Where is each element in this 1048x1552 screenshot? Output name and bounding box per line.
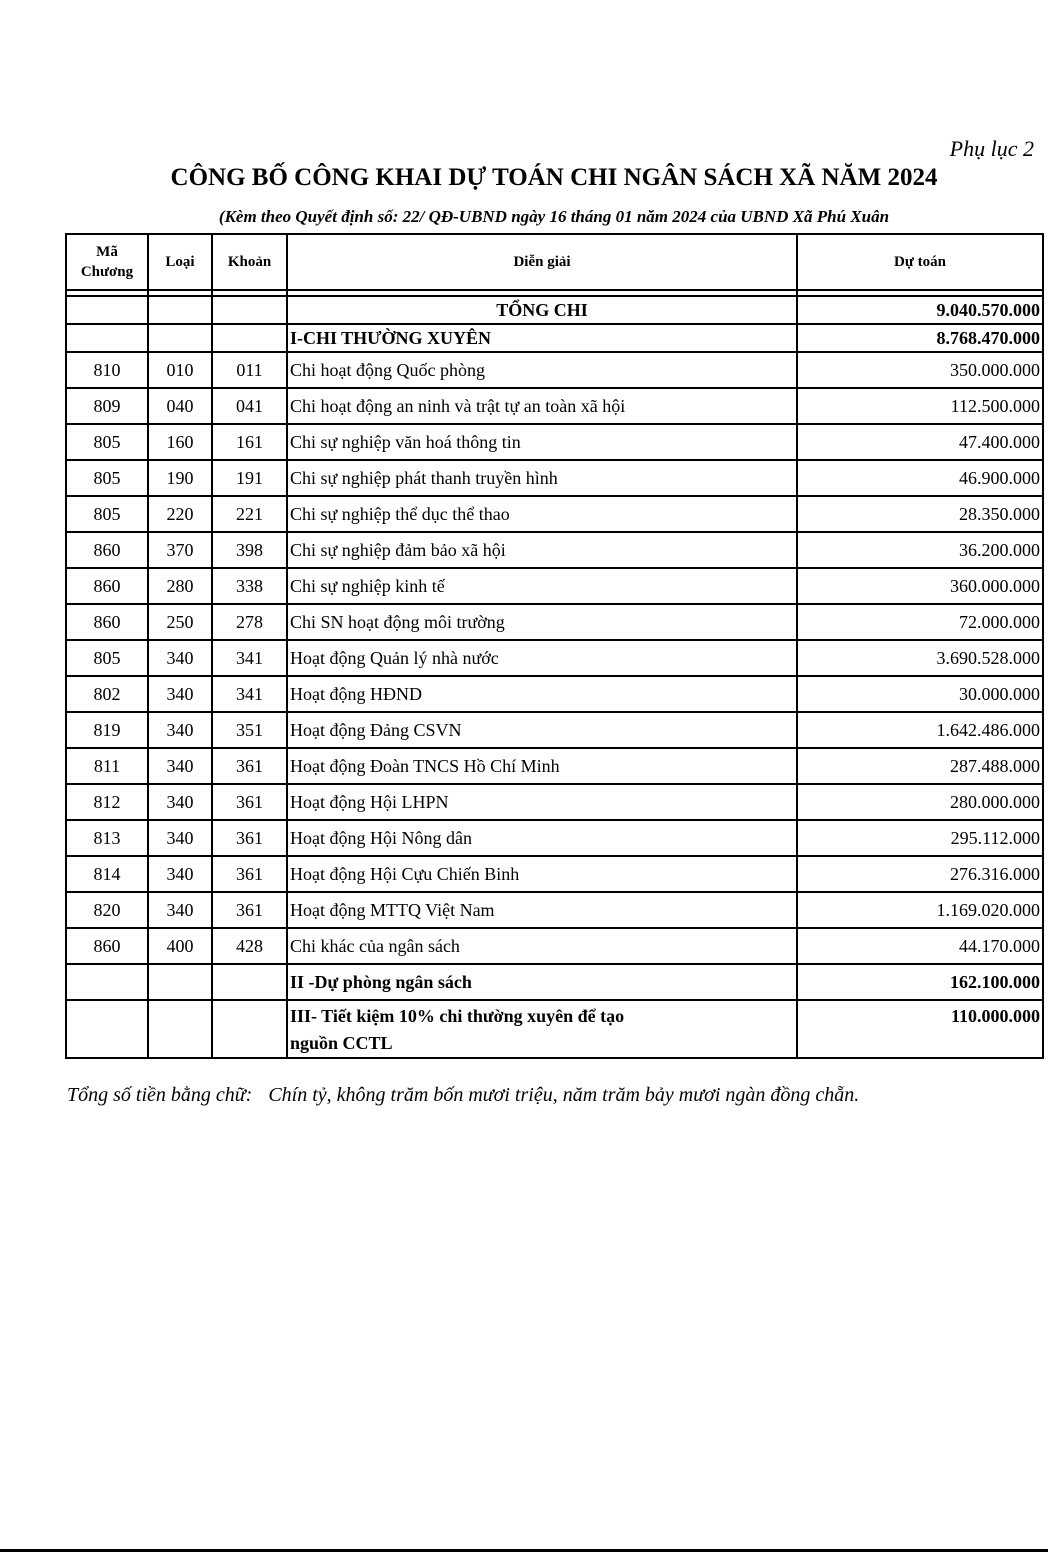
cell-khoan: 428 (212, 928, 287, 964)
cell-chuong: 802 (66, 676, 148, 712)
cell-chuong: 860 (66, 928, 148, 964)
cell-loai: 340 (148, 676, 212, 712)
table-row (66, 352, 1043, 388)
appendix-label: Phụ lục 2 (949, 136, 1034, 161)
cell-du-toan: 112.500.000 (797, 388, 1043, 424)
cell-loai: 010 (148, 352, 212, 388)
cell-loai: 190 (148, 460, 212, 496)
cell-chuong: 819 (66, 712, 148, 748)
cell-khoan: 398 (212, 532, 287, 568)
cell-loai: 220 (148, 496, 212, 532)
cell-chuong: 813 (66, 820, 148, 856)
cell-dien-giai: Hoạt động Đảng CSVN (287, 712, 797, 748)
cell-du-toan: 280.000.000 (797, 784, 1043, 820)
table-row (66, 496, 1043, 532)
section2-row (66, 964, 1043, 1000)
cell-khoan: 361 (212, 784, 287, 820)
cell-khoan: 191 (212, 460, 287, 496)
table-row (66, 712, 1043, 748)
cell-dien-giai: Hoạt động Hội Cựu Chiến Binh (287, 856, 797, 892)
budget-table (65, 233, 1044, 1059)
cell-khoan: 161 (212, 424, 287, 460)
section3-label: III- Tiết kiệm 10% chi thường xuyên để tạo nguồn CCTL (287, 1000, 797, 1058)
cell-du-toan: 1.642.486.000 (797, 712, 1043, 748)
cell-khoan: 361 (212, 892, 287, 928)
cell-du-toan: 36.200.000 (797, 532, 1043, 568)
table-row (66, 424, 1043, 460)
total-row (66, 296, 1043, 324)
cell-du-toan: 295.112.000 (797, 820, 1043, 856)
cell-dien-giai: Chi sự nghiệp kinh tế (287, 568, 797, 604)
section1-label: I-CHI THƯỜNG XUYÊN (287, 324, 797, 352)
cell-khoan: 338 (212, 568, 287, 604)
cell-dien-giai: Hoạt động MTTQ Việt Nam (287, 892, 797, 928)
cell-loai: 280 (148, 568, 212, 604)
total-amount: 9.040.570.000 (797, 296, 1043, 324)
cell-khoan: 041 (212, 388, 287, 424)
cell-dien-giai: Chi hoạt động Quốc phòng (287, 352, 797, 388)
cell-loai: 250 (148, 604, 212, 640)
cell-chuong: 805 (66, 424, 148, 460)
cell-dien-giai: Chi SN hoạt động môi trường (287, 604, 797, 640)
cell-khoan: 278 (212, 604, 287, 640)
cell-chuong: 820 (66, 892, 148, 928)
cell-chuong: 860 (66, 568, 148, 604)
table-row (66, 460, 1043, 496)
cell-khoan: 341 (212, 676, 287, 712)
footer-label: Tổng số tiền bằng chữ: (67, 1084, 253, 1106)
cell-dien-giai: Hoạt động Hội Nông dân (287, 820, 797, 856)
cell-loai: 340 (148, 784, 212, 820)
page-subtitle: (Kèm theo Quyết định số: 22/ QĐ-UBND ngày 16 tháng 01 năm 2024 của UBND Xã Phú Xuân (218, 207, 890, 226)
table-row (66, 928, 1043, 964)
header-loai: Loại (148, 234, 212, 290)
cell-dien-giai: Chi khác của ngân sách (287, 928, 797, 964)
section2-label: II -Dự phòng ngân sách (287, 964, 797, 1000)
section1-amount: 8.768.470.000 (797, 324, 1043, 352)
cell-du-toan: 276.316.000 (797, 856, 1043, 892)
footer-amount-in-words (67, 1084, 859, 1107)
cell-du-toan: 72.000.000 (797, 604, 1043, 640)
cell-loai: 340 (148, 640, 212, 676)
header-chuong: Mã Chương (66, 234, 148, 290)
cell-dien-giai: Hoạt động Đoàn TNCS Hồ Chí Minh (287, 748, 797, 784)
cell-khoan: 351 (212, 712, 287, 748)
header-dien-giai: Diễn giải (287, 234, 797, 290)
cell-chuong: 814 (66, 856, 148, 892)
header-du-toan: Dự toán (797, 234, 1043, 290)
footer-text: Chín tỷ, không trăm bốn mươi triệu, năm trăm bảy mươi ngàn đồng chẵn. (268, 1084, 860, 1106)
table-row (66, 568, 1043, 604)
cell-khoan: 361 (212, 820, 287, 856)
cell-chuong: 860 (66, 604, 148, 640)
table-row (66, 640, 1043, 676)
cell-dien-giai: Hoạt động Quản lý nhà nước (287, 640, 797, 676)
cell-dien-giai: Chi sự nghiệp đảm bảo xã hội (287, 532, 797, 568)
table-row (66, 748, 1043, 784)
table-row (66, 676, 1043, 712)
cell-chuong: 810 (66, 352, 148, 388)
table-row (66, 532, 1043, 568)
cell-dien-giai: Chi sự nghiệp thể dục thể thao (287, 496, 797, 532)
page-title: CÔNG BỐ CÔNG KHAI DỰ TOÁN CHI NGÂN SÁCH XÃ NĂM 2024 (170, 164, 938, 191)
table-row (66, 856, 1043, 892)
cell-du-toan: 1.169.020.000 (797, 892, 1043, 928)
cell-chuong: 809 (66, 388, 148, 424)
table-row (66, 604, 1043, 640)
cell-khoan: 011 (212, 352, 287, 388)
cell-du-toan: 350.000.000 (797, 352, 1043, 388)
table-header-row (66, 234, 1043, 290)
cell-dien-giai: Hoạt động HĐND (287, 676, 797, 712)
cell-dien-giai: Chi sự nghiệp phát thanh truyền hình (287, 460, 797, 496)
section1-row (66, 324, 1043, 352)
section3-amount: 110.000.000 (797, 1000, 1043, 1058)
cell-du-toan: 3.690.528.000 (797, 640, 1043, 676)
cell-du-toan: 287.488.000 (797, 748, 1043, 784)
cell-du-toan: 46.900.000 (797, 460, 1043, 496)
cell-khoan: 221 (212, 496, 287, 532)
cell-loai: 370 (148, 532, 212, 568)
section3-row (66, 1000, 1043, 1058)
total-label: TỔNG CHI (287, 296, 797, 324)
cell-loai: 340 (148, 712, 212, 748)
cell-loai: 340 (148, 748, 212, 784)
table-row (66, 388, 1043, 424)
cell-chuong: 812 (66, 784, 148, 820)
table-row (66, 820, 1043, 856)
cell-chuong: 805 (66, 640, 148, 676)
cell-khoan: 361 (212, 748, 287, 784)
cell-du-toan: 44.170.000 (797, 928, 1043, 964)
cell-dien-giai: Hoạt động Hội LHPN (287, 784, 797, 820)
cell-dien-giai: Chi hoạt động an ninh và trật tự an toàn xã hội (287, 388, 797, 424)
cell-loai: 400 (148, 928, 212, 964)
cell-loai: 340 (148, 820, 212, 856)
cell-loai: 340 (148, 892, 212, 928)
cell-loai: 340 (148, 856, 212, 892)
header-khoan: Khoản (212, 234, 287, 290)
cell-du-toan: 360.000.000 (797, 568, 1043, 604)
cell-chuong: 860 (66, 532, 148, 568)
cell-khoan: 361 (212, 856, 287, 892)
table-row (66, 784, 1043, 820)
section2-amount: 162.100.000 (797, 964, 1043, 1000)
cell-chuong: 805 (66, 460, 148, 496)
cell-chuong: 805 (66, 496, 148, 532)
cell-khoan: 341 (212, 640, 287, 676)
cell-du-toan: 28.350.000 (797, 496, 1043, 532)
cell-loai: 160 (148, 424, 212, 460)
cell-du-toan: 30.000.000 (797, 676, 1043, 712)
cell-loai: 040 (148, 388, 212, 424)
table-row (66, 892, 1043, 928)
cell-chuong: 811 (66, 748, 148, 784)
cell-du-toan: 47.400.000 (797, 424, 1043, 460)
cell-dien-giai: Chi sự nghiệp văn hoá thông tin (287, 424, 797, 460)
